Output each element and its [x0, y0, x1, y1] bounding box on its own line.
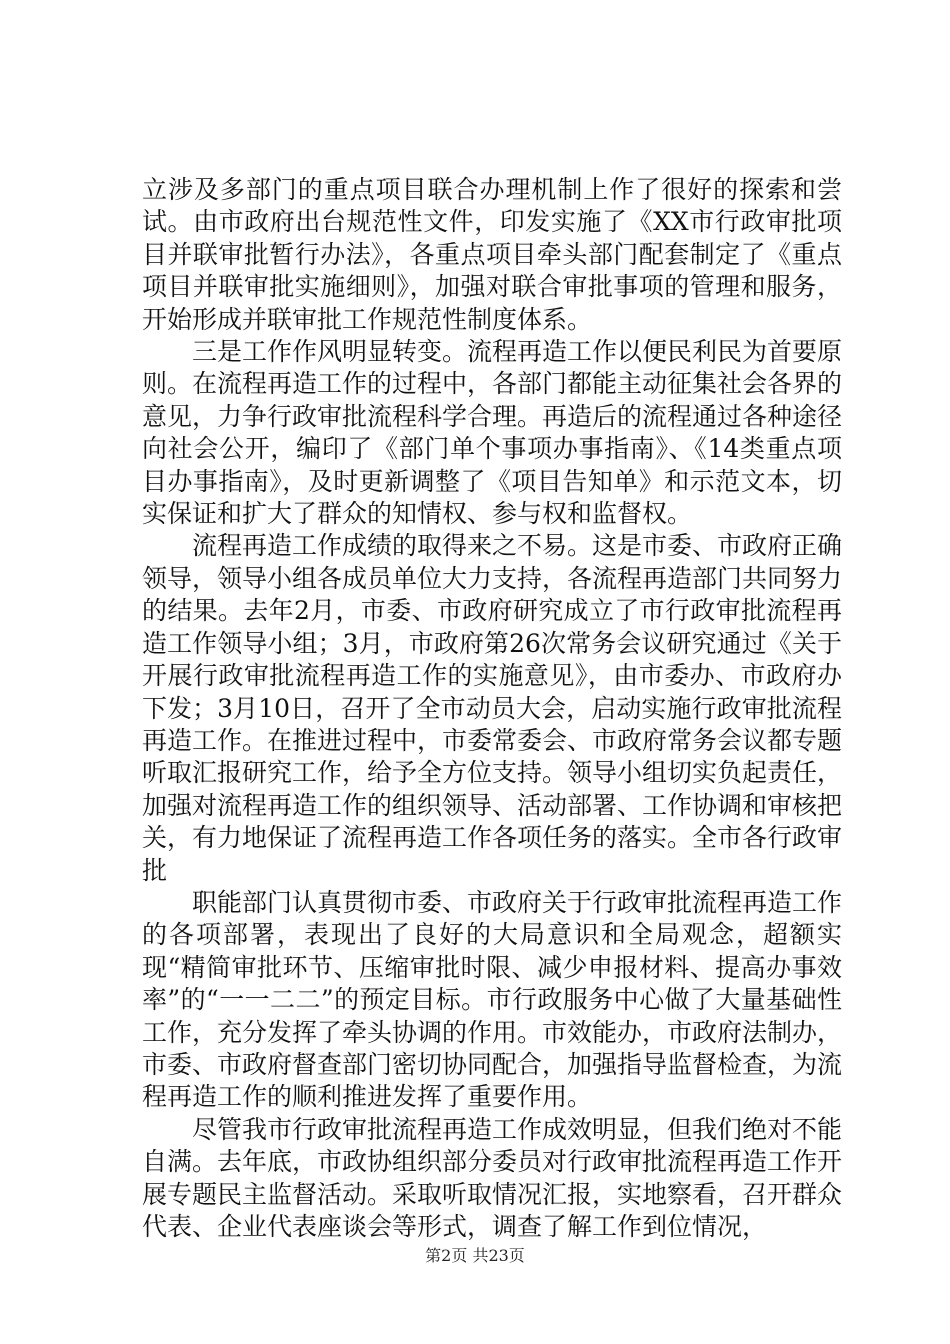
paragraph-2: 三是工作作风明显转变。流程再造工作以便民利民为首要原则。在流程再造工作的过程中，各部门都能主动征集社会各界的意见，力争行政审批流程科学合理。再造后的流程通过各种途径向社会公开，编印了《部门单个事项办事指南》、《14类重点项目办事指南》，及时更新调整了《项目告知单》和示范文本，切实保证和扩大了群众的知情权、参与权和监督权。	[142, 337, 843, 529]
paragraph-4: 职能部门认真贯彻市委、市政府关于行政审批流程再造工作的各项部署，表现出了良好的大局意识和全局观念，超额实现“精简审批环节、压缩审批时限、减少申报材料、提高办事效率”的“一一二二”的预定目标。市行政服务中心做了大量基础性工作，充分发挥了牵头协调的作用。市效能办，市政府法制办，市委、市政府督查部门密切协同配合，加强指导监督检查，为流程再造工作的顺利推进发挥了重要作用。	[142, 887, 843, 1112]
paragraph-5: 尽管我市行政审批流程再造工作成效明显，但我们绝对不能自满。去年底，市政协组织部分委员对行政审批流程再造工作开展专题民主监督活动。采取听取情况汇报，实地察看，召开群众代表、企业代表座谈会等形式，调查了解工作到位情况，	[142, 1114, 843, 1241]
page-number-label: 第2页 共23页	[425, 1246, 525, 1265]
page-footer	[0, 1243, 950, 1266]
paragraph-1: 立涉及多部门的重点项目联合办理机制上作了很好的探索和尝试。由市政府出台规范性文件，印发实施了《XX市行政审批项目并联审批暂行办法》，各重点项目牵头部门配套制定了《重点项目并联审批实施细则》，加强对联合审批事项的管理和服务，开始形成并联审批工作规范性制度体系。	[142, 175, 842, 334]
document-body	[142, 174, 842, 1243]
paragraph-3: 流程再造工作成绩的取得来之不易。这是市委、市政府正确领导，领导小组各成员单位大力支持，各流程再造部门共同努力的结果。去年2月，市委、市政府研究成立了市行政审批流程再造工作领导小组；3月，市政府第26次常务会议研究通过《关于开展行政审批流程再造工作的实施意见》，由市委办、市政府办下发；3月10日，召开了全市动员大会，启动实施行政审批流程再造工作。在推进过程中，市委常委会、市政府常务会议都专题听取汇报研究工作，给予全方位支持。领导小组切实负起责任，加强对流程再造工作的组织领导、活动部署、工作协调和审核把关，有力地保证了流程再造工作各项任务的落实。全市各行政审批	[142, 531, 843, 885]
